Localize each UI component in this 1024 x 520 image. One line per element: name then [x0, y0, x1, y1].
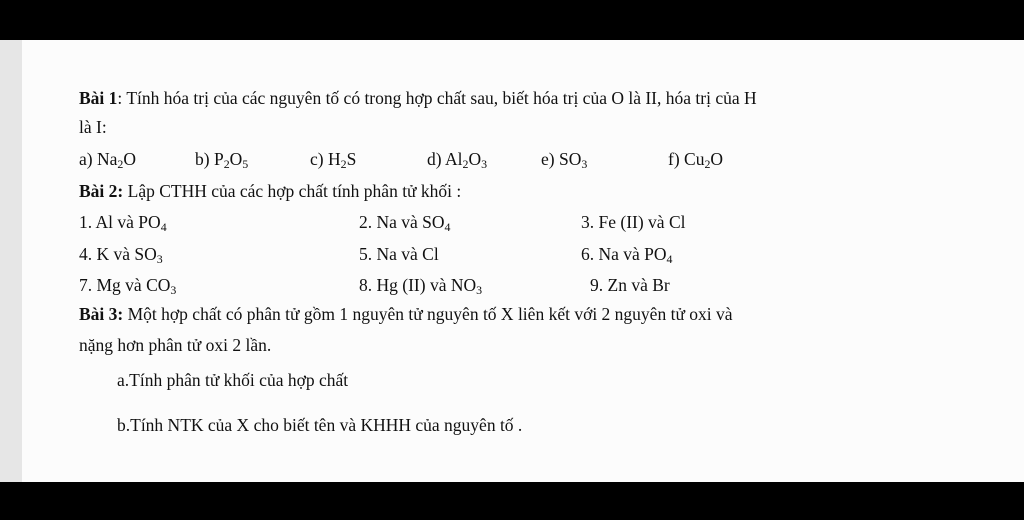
formula-text: S — [346, 149, 357, 169]
formula-text: O — [229, 149, 243, 169]
exercise-1-formula-list — [79, 151, 1019, 173]
pair-item-6 — [581, 246, 673, 264]
formula-subscript: 4 — [444, 219, 451, 234]
formula-text: O — [710, 149, 724, 169]
exercise-1-prompt — [79, 90, 757, 108]
formula-subscript: 3 — [170, 282, 177, 297]
item-label: b) — [195, 149, 210, 169]
formula-subscript: 2 — [704, 156, 711, 171]
exercise-3-heading: Bài 3: — [79, 304, 124, 324]
exercise-2-prompt — [79, 183, 461, 201]
formula-subscript: 3 — [481, 156, 488, 171]
pair-item-9 — [590, 277, 670, 295]
formula-subscript: 2 — [117, 156, 124, 171]
exercise-3-part-b: b.Tính NTK của X cho biết tên và KHHH của nguyên tố . — [117, 415, 523, 435]
pair-text: 6. Na và PO — [581, 244, 667, 264]
exercise-1-text: : Tính hóa trị của các nguyên tố có trong hợp chất sau, biết hóa trị của O là II, hóa trị của H — [117, 88, 757, 108]
exercise-2-row-1 — [79, 214, 1019, 236]
exercise-2-heading: Bài 2: — [79, 181, 124, 201]
exercise-3-prompt — [79, 306, 733, 324]
formula-text: O — [123, 149, 136, 169]
pair-item-2 — [359, 214, 451, 232]
pair-item-4 — [79, 246, 163, 264]
formula-item-a — [79, 151, 136, 169]
formula-subscript: 4 — [160, 219, 167, 234]
item-label: d) — [427, 149, 442, 169]
exercise-2-row-3 — [79, 277, 1019, 299]
pair-text: 8. Hg (II) và NO — [359, 275, 477, 295]
exercise-1-prompt-continued: là I: — [79, 117, 107, 137]
exercise-1-heading: Bài 1 — [79, 88, 118, 108]
formula-item-b — [195, 151, 248, 169]
pair-item-8 — [359, 277, 482, 295]
pair-item-5 — [359, 246, 439, 264]
pair-text: 4. K và SO — [79, 244, 157, 264]
formula-item-c — [310, 151, 356, 169]
item-label: f) — [668, 149, 680, 169]
exercise-2-row-2 — [79, 246, 1019, 268]
pair-item-3 — [581, 214, 686, 232]
pair-text: 7. Mg và CO — [79, 275, 171, 295]
formula-subscript: 3 — [581, 156, 588, 171]
pair-text: 9. Zn và Br — [590, 275, 670, 295]
pair-item-7 — [79, 277, 176, 295]
item-label: c) — [310, 149, 324, 169]
formula-text: P — [213, 149, 224, 169]
formula-subscript: 2 — [340, 156, 347, 171]
formula-text: Na — [96, 149, 118, 169]
formula-subscript: 2 — [462, 156, 469, 171]
formula-text: Al — [445, 149, 463, 169]
formula-text: H — [327, 149, 341, 169]
formula-text: SO — [558, 149, 582, 169]
formula-text: Cu — [684, 149, 705, 169]
pair-text: 1. Al và PO — [79, 212, 161, 232]
formula-subscript: 3 — [156, 251, 163, 266]
formula-subscript: 4 — [666, 251, 673, 266]
formula-text: O — [468, 149, 482, 169]
pair-item-1 — [79, 214, 167, 232]
formula-item-e — [541, 151, 587, 169]
formula-subscript: 3 — [476, 282, 483, 297]
pair-text: 5. Na và Cl — [359, 244, 439, 264]
formula-item-d — [427, 151, 487, 169]
pair-text: 3. Fe (II) và Cl — [581, 212, 686, 232]
formula-item-f — [668, 151, 723, 169]
item-label: a) — [79, 149, 93, 169]
document-page — [0, 40, 1024, 482]
exercise-3-text: Một hợp chất có phân tử gồm 1 nguyên tử nguyên tố X liên kết với 2 nguyên tử oxi và — [123, 304, 733, 324]
formula-subscript: 2 — [223, 156, 230, 171]
exercise-3-prompt-continued: nặng hơn phân tử oxi 2 lần. — [79, 335, 272, 355]
item-label: e) — [541, 149, 555, 169]
pair-text: 2. Na và SO — [359, 212, 445, 232]
formula-subscript: 5 — [242, 156, 249, 171]
exercise-3-part-a: a.Tính phân tử khối của hợp chất — [117, 370, 349, 390]
exercise-2-text: Lập CTHH của các hợp chất tính phân tử khối : — [123, 181, 462, 201]
